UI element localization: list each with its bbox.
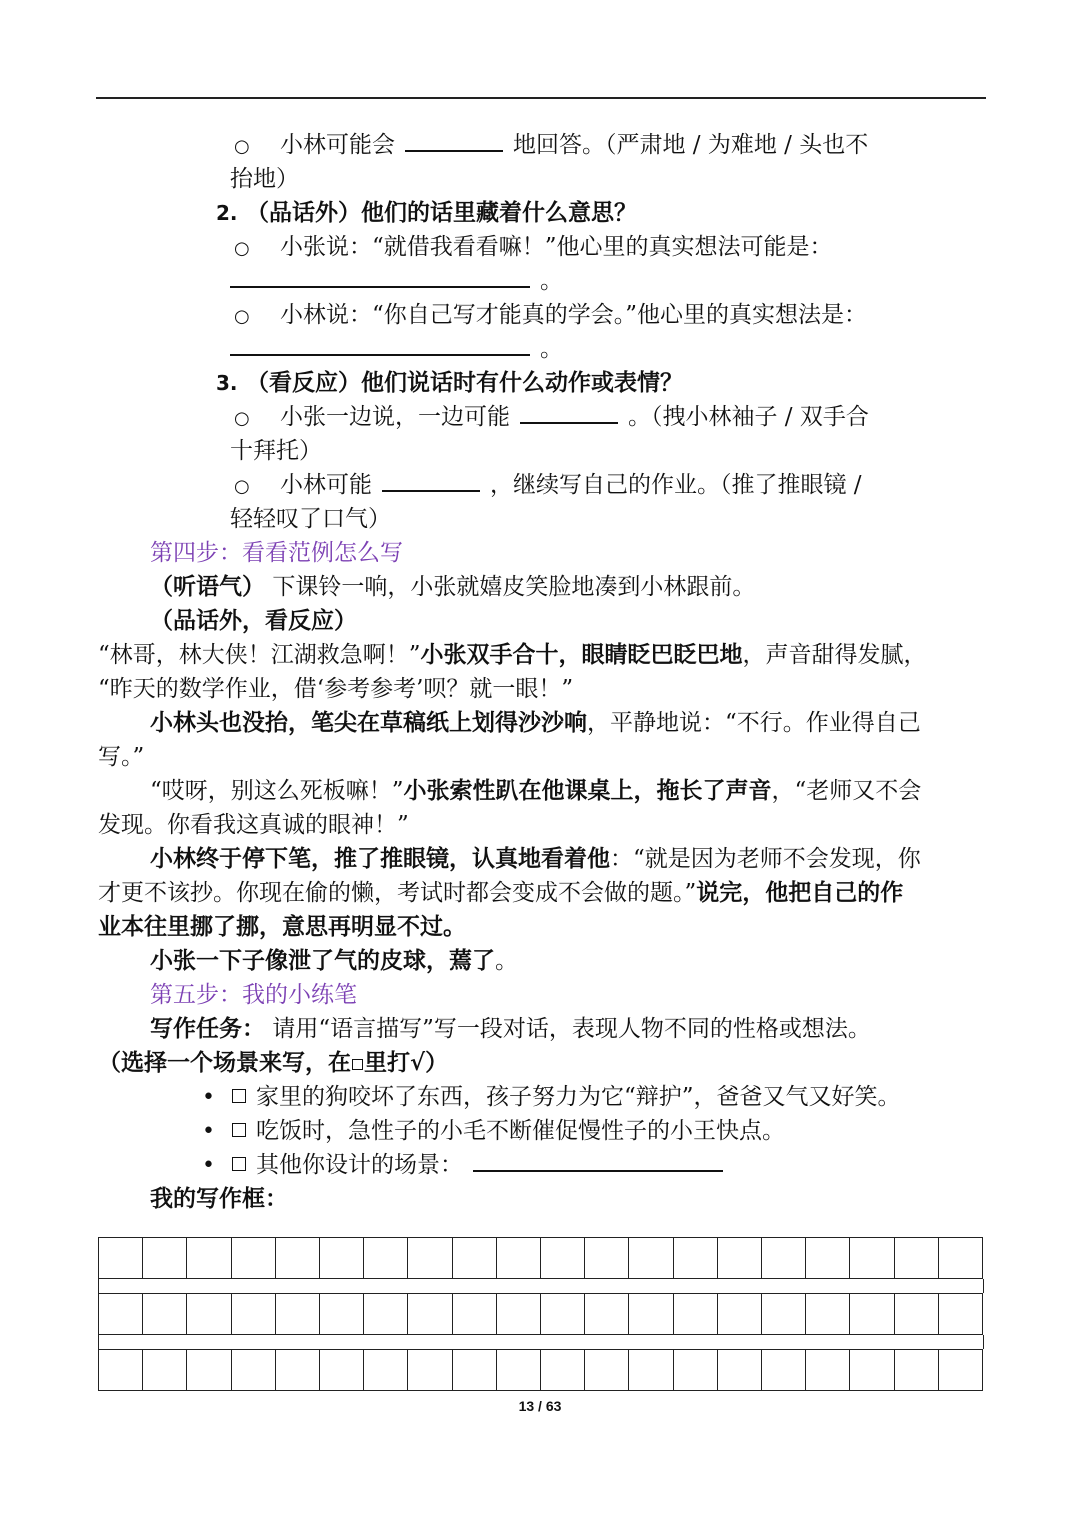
answer-blank[interactable] [520, 400, 618, 424]
writing-cell[interactable] [585, 1350, 629, 1390]
q2-item1-answer: 。 [98, 264, 984, 298]
q2-item1: ○ 小张说：“就借我看看嘛！”他心里的真实想法可能是： [98, 230, 984, 264]
writing-cell[interactable] [364, 1350, 408, 1390]
writing-cell[interactable] [232, 1294, 276, 1334]
circle-bullet-icon: ○ [234, 408, 250, 429]
writing-cell[interactable] [320, 1238, 364, 1278]
writing-cell[interactable] [408, 1294, 452, 1334]
writing-cell[interactable] [232, 1350, 276, 1390]
writing-cell[interactable] [541, 1350, 585, 1390]
writing-cell[interactable] [364, 1294, 408, 1334]
writing-cell[interactable] [320, 1350, 364, 1390]
step4-p3-line1: “林哥，林大侠！江湖救急啊！”小张双手合十，眼睛眨巴眨巴地，声音甜得发腻， [98, 641, 927, 668]
page-number: 13 / 63 [518, 1398, 562, 1414]
step4-p6: 小林终于停下笔，推了推眼镜，认真地看着他：“就是因为老师不会发现，你 [150, 845, 921, 872]
writing-cell[interactable] [497, 1294, 541, 1334]
checkbox-icon[interactable] [232, 1089, 246, 1103]
writing-cell[interactable] [895, 1238, 939, 1278]
bullet-icon: • [202, 1119, 215, 1144]
writing-cell[interactable] [850, 1350, 894, 1390]
writing-cell[interactable] [629, 1238, 673, 1278]
writing-cell[interactable] [99, 1350, 143, 1390]
writing-cell[interactable] [143, 1350, 187, 1390]
writing-cell[interactable] [187, 1238, 231, 1278]
circle-bullet-icon: ○ [234, 238, 250, 259]
writing-cell[interactable] [718, 1350, 762, 1390]
writing-cell[interactable] [320, 1294, 364, 1334]
writing-grid-row-2[interactable] [98, 1293, 983, 1335]
step4-p5-wrap: 发现。你看我这真诚的眼神！” [98, 812, 409, 838]
writing-cell[interactable] [718, 1238, 762, 1278]
writing-cell[interactable] [99, 1294, 143, 1334]
step4-p2: （品话外，看反应） [150, 607, 357, 634]
writing-cell[interactable] [895, 1294, 939, 1334]
answer-blank[interactable] [230, 332, 530, 356]
checkbox-icon [352, 1059, 363, 1070]
writing-grid-gap [98, 1279, 984, 1293]
writing-cell[interactable] [276, 1294, 320, 1334]
answer-blank[interactable] [230, 264, 530, 288]
writing-cell[interactable] [939, 1238, 983, 1278]
step4-p3-line2: “昨天的数学作业，借‘参考参考’呗？就一眼！” [98, 676, 574, 702]
writing-cell[interactable] [762, 1350, 806, 1390]
step4-p7: 小张一下子像泄了气的皮球，蔫了。 [150, 947, 518, 974]
writing-cell[interactable] [453, 1350, 497, 1390]
custom-scene-blank[interactable] [473, 1148, 723, 1172]
q1-item3: ○ 小林可能会 地回答。（严肃地 / 为难地 / 头也不 [98, 128, 984, 162]
q3-item1: ○ 小张一边说，一边可能 。（拽小林袖子 / 双手合 [98, 400, 984, 434]
circle-bullet-icon: ○ [234, 306, 250, 327]
writing-cell[interactable] [850, 1238, 894, 1278]
writing-cell[interactable] [143, 1238, 187, 1278]
writing-cell[interactable] [674, 1238, 718, 1278]
writing-cell[interactable] [364, 1238, 408, 1278]
q2-item2-answer: 。 [98, 332, 984, 366]
writing-cell[interactable] [187, 1350, 231, 1390]
header-rule [96, 97, 986, 99]
writing-cell[interactable] [99, 1238, 143, 1278]
writing-cell[interactable] [939, 1294, 983, 1334]
writing-cell[interactable] [806, 1294, 850, 1334]
writing-cell[interactable] [453, 1294, 497, 1334]
page-content [98, 128, 984, 1216]
q3-item1-wrap: 十拜托） [230, 438, 322, 464]
writing-cell[interactable] [629, 1350, 673, 1390]
q2-title: 2. （品话外）他们的话里藏着什么意思？ [216, 199, 637, 226]
step4-p6-line2: 才更不该抄。你现在偷的懒，考试时都会变成不会做的题。”说完，他把自己的作 [98, 879, 904, 906]
step4-p1: （听语气） 下课铃一响，小张就嬉皮笑脸地凑到小林跟前。 [150, 573, 756, 600]
writing-cell[interactable] [497, 1350, 541, 1390]
step4-p5: “哎呀，别这么死板嘛！”小张索性趴在他课桌上，拖长了声音，“老师又不会 [150, 777, 922, 804]
writing-cell[interactable] [497, 1238, 541, 1278]
answer-blank[interactable] [405, 128, 503, 152]
q3-item2-wrap: 轻轻叹了口气） [230, 506, 391, 532]
writing-cell[interactable] [895, 1350, 939, 1390]
writing-cell[interactable] [276, 1350, 320, 1390]
writing-cell[interactable] [541, 1238, 585, 1278]
writing-cell[interactable] [408, 1350, 452, 1390]
writing-cell[interactable] [187, 1294, 231, 1334]
writing-cell[interactable] [718, 1294, 762, 1334]
writing-cell[interactable] [939, 1350, 983, 1390]
writing-cell[interactable] [850, 1294, 894, 1334]
step4-p4-wrap: 写。” [98, 744, 145, 770]
scene-option-3[interactable]: • 其他你设计的场景： [98, 1148, 984, 1182]
step4-heading: 第四步：看看范例怎么写 [150, 540, 403, 566]
bullet-icon: • [202, 1085, 215, 1110]
writing-cell[interactable] [541, 1294, 585, 1334]
bullet-icon: • [202, 1153, 215, 1178]
writing-cell[interactable] [806, 1350, 850, 1390]
step5-heading: 第五步：我的小练笔 [150, 982, 357, 1008]
step4-p6-line3: 业本往里挪了挪，意思再明显不过。 [98, 913, 466, 940]
writing-cell[interactable] [143, 1294, 187, 1334]
writing-cell[interactable] [232, 1238, 276, 1278]
checkbox-icon[interactable] [232, 1157, 246, 1171]
writing-cell[interactable] [674, 1294, 718, 1334]
writing-grid-row-1[interactable] [98, 1237, 983, 1279]
scene-option-2[interactable]: • 吃饭时，急性子的小毛不断催促慢性子的小王快点。 [98, 1114, 984, 1148]
writing-grid-row-3[interactable] [98, 1349, 983, 1391]
step4-p4: 小林头也没抬，笔尖在草稿纸上划得沙沙响，平静地说：“不行。作业得自己 [150, 709, 921, 736]
writing-cell[interactable] [674, 1350, 718, 1390]
scene-option-1[interactable]: • 家里的狗咬坏了东西，孩子努力为它“辩护”，爸爸又气又好笑。 [98, 1080, 984, 1114]
q3-title: 3. （看反应）他们说话时有什么动作或表情？ [216, 369, 683, 396]
writing-cell[interactable] [585, 1238, 629, 1278]
writing-cell[interactable] [629, 1294, 673, 1334]
answer-blank[interactable] [382, 468, 480, 492]
q3-item2: ○ 小林可能 ，继续写自己的作业。（推了推眼镜 / [98, 468, 984, 502]
q2-item2: ○ 小林说：“你自己写才能真的学会。”他心里的真实想法是： [98, 298, 984, 332]
writing-cell[interactable] [762, 1238, 806, 1278]
circle-bullet-icon: ○ [234, 136, 250, 157]
circle-bullet-icon: ○ [234, 476, 250, 497]
writing-grid-gap [98, 1335, 984, 1349]
writing-box-label: 我的写作框： [150, 1185, 288, 1212]
writing-cell[interactable] [276, 1238, 320, 1278]
checkbox-icon[interactable] [232, 1123, 246, 1137]
writing-cell[interactable] [453, 1238, 497, 1278]
q1-item3-wrap: 抬地） [230, 166, 299, 192]
writing-cell[interactable] [762, 1294, 806, 1334]
step5-task: 写作任务： 请用“语言描写”写一段对话，表现人物不同的性格或想法。 [150, 1015, 871, 1042]
step5-choose: （选择一个场景来写，在 里打√） [98, 1049, 449, 1076]
writing-cell[interactable] [585, 1294, 629, 1334]
writing-cell[interactable] [408, 1238, 452, 1278]
writing-cell[interactable] [806, 1238, 850, 1278]
